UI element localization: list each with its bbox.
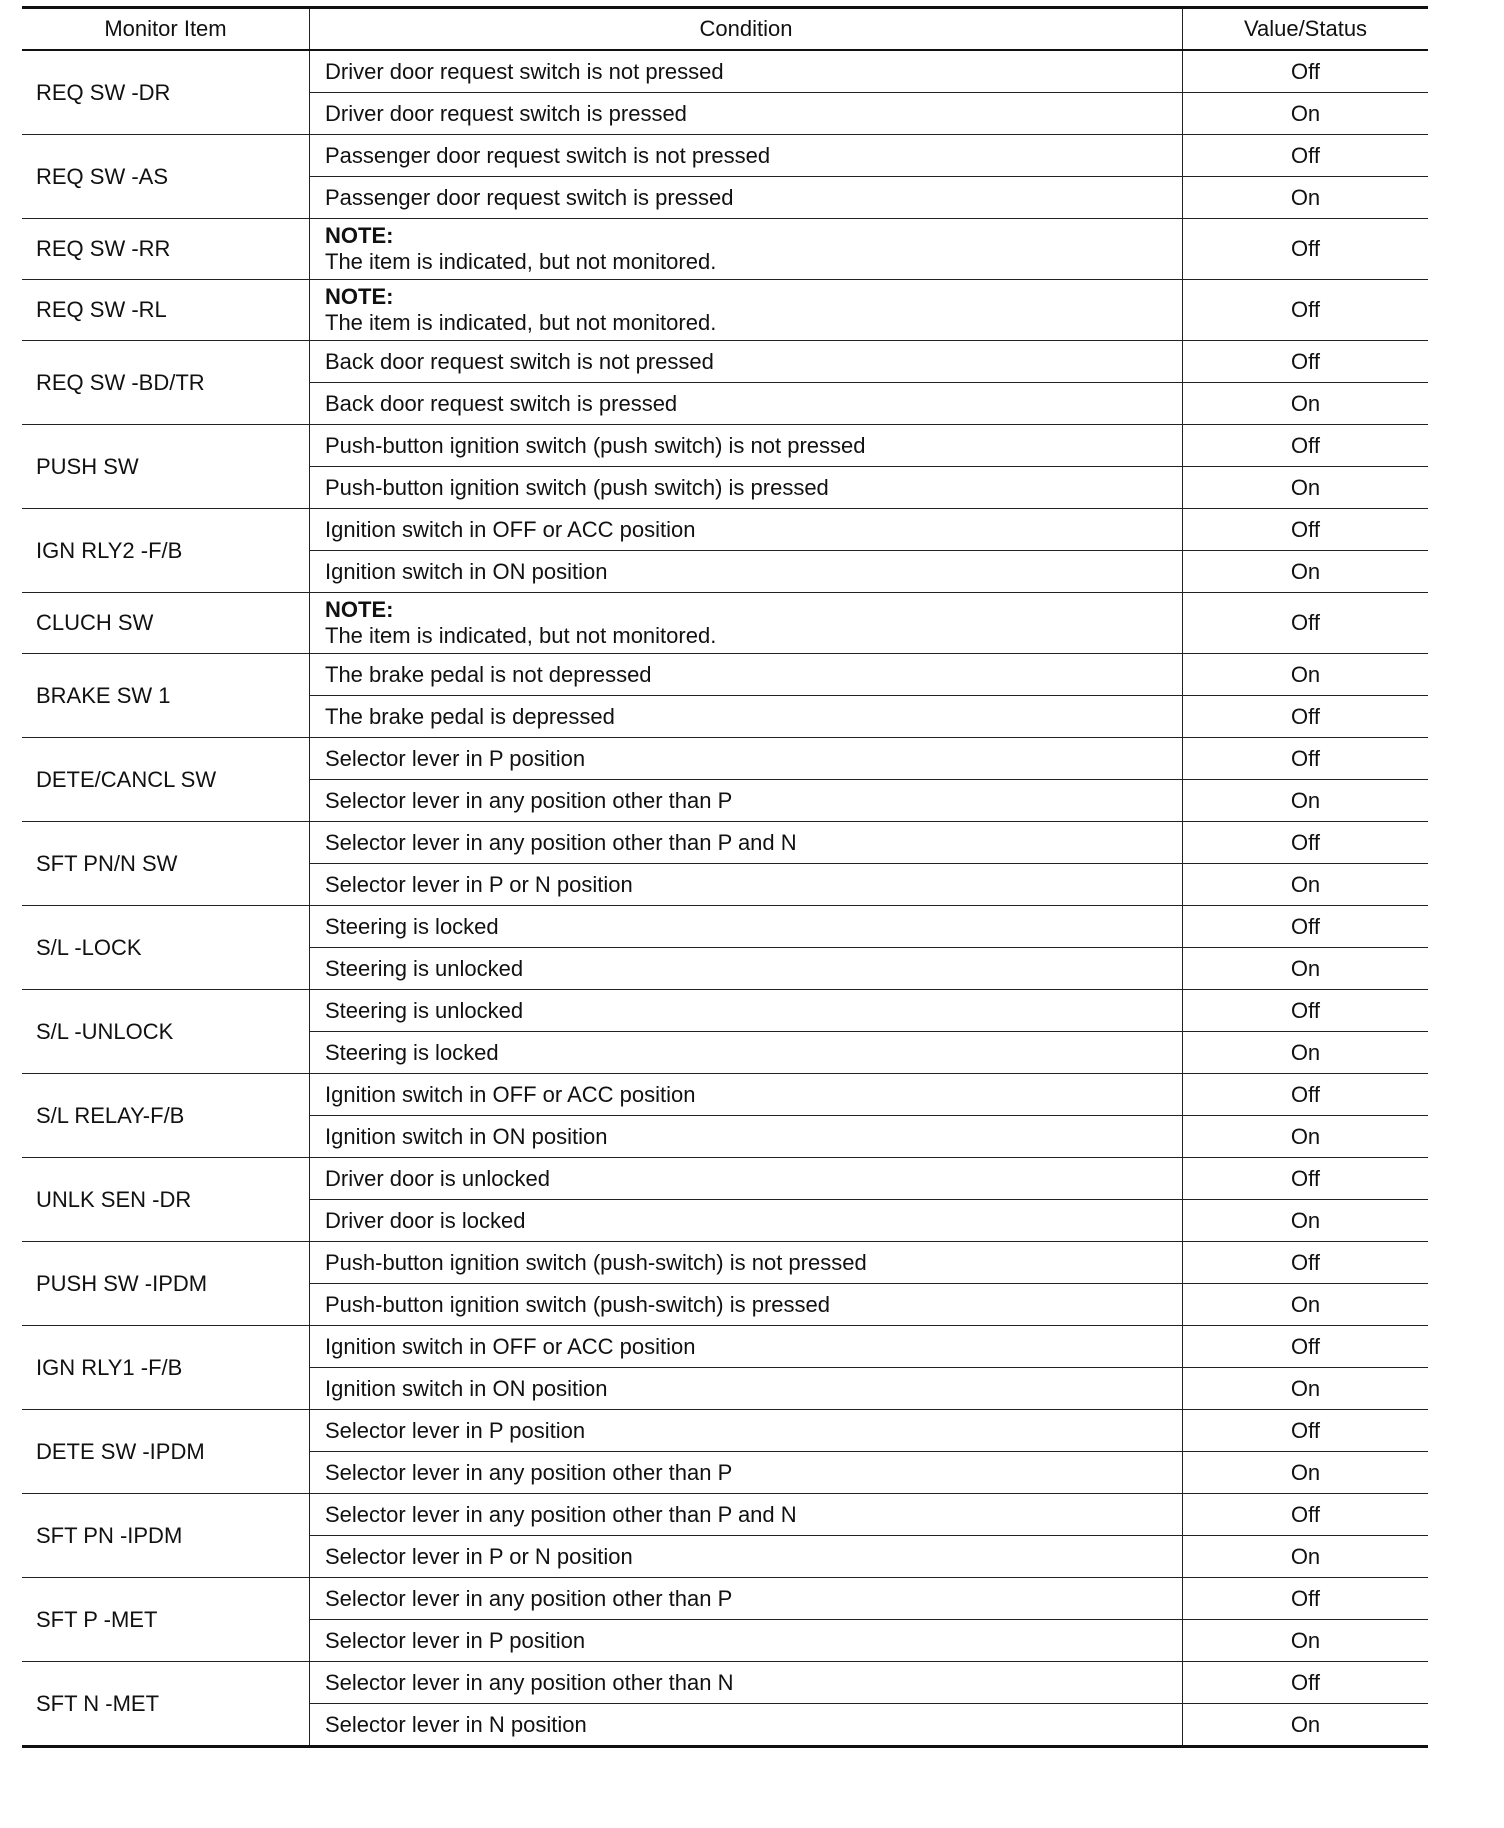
value-status-cell: Off [1183,509,1429,551]
value-status-cell: Off [1183,135,1429,177]
condition-cell [310,280,1183,341]
monitor-item-cell: PUSH SW [22,425,310,509]
monitor-item-cell: CLUCH SW [22,593,310,654]
value-status-cell: Off [1183,1158,1429,1200]
condition-cell: Selector lever in any position other than P [310,780,1183,822]
table-row [22,50,1428,93]
table-row [22,1662,1428,1704]
condition-cell: Back door request switch is not pressed [310,341,1183,383]
value-status-cell: Off [1183,1494,1429,1536]
value-status-cell: Off [1183,219,1429,280]
monitor-item-cell: REQ SW -RR [22,219,310,280]
value-status-cell: On [1183,864,1429,906]
note-label: NOTE: [325,284,394,309]
table-row [22,509,1428,551]
monitor-item-cell: DETE SW -IPDM [22,1410,310,1494]
value-status-cell: On [1183,1032,1429,1074]
value-status-cell: On [1183,383,1429,425]
monitor-item-cell: BRAKE SW 1 [22,654,310,738]
condition-cell: Ignition switch in OFF or ACC position [310,1074,1183,1116]
condition-cell: The brake pedal is not depressed [310,654,1183,696]
value-status-cell: On [1183,1284,1429,1326]
monitor-item-cell: S/L RELAY-F/B [22,1074,310,1158]
condition-cell: Steering is locked [310,906,1183,948]
condition-cell [310,593,1183,654]
value-status-cell: On [1183,177,1429,219]
monitor-item-cell: SFT PN -IPDM [22,1494,310,1578]
value-status-cell: On [1183,1200,1429,1242]
value-status-cell: Off [1183,1662,1429,1704]
monitor-item-cell: S/L -LOCK [22,906,310,990]
value-status-cell: Off [1183,1326,1429,1368]
condition-cell: Selector lever in any position other than P [310,1578,1183,1620]
table-row [22,1578,1428,1620]
condition-cell: Selector lever in P or N position [310,1536,1183,1578]
table-row [22,1074,1428,1116]
condition-cell: Ignition switch in OFF or ACC position [310,1326,1183,1368]
note-text: The item is indicated, but not monitored. [325,310,717,335]
table-row [22,822,1428,864]
condition-cell: Driver door is locked [310,1200,1183,1242]
table-row [22,738,1428,780]
value-status-cell: On [1183,654,1429,696]
value-status-cell: Off [1183,341,1429,383]
condition-cell: Ignition switch in ON position [310,1116,1183,1158]
condition-cell: Push-button ignition switch (push switch) is not pressed [310,425,1183,467]
condition-cell: Selector lever in any position other than P and N [310,1494,1183,1536]
table-row [22,1410,1428,1452]
monitor-item-cell: REQ SW -AS [22,135,310,219]
table-row [22,135,1428,177]
value-status-cell: On [1183,1620,1429,1662]
value-status-cell: On [1183,1452,1429,1494]
header-row [22,8,1428,51]
condition-cell: Push-button ignition switch (push switch) is pressed [310,467,1183,509]
table-row [22,1158,1428,1200]
header-value-status: Value/Status [1183,8,1429,51]
monitor-item-cell: IGN RLY1 -F/B [22,1326,310,1410]
condition-cell: Push-button ignition switch (push-switch) is not pressed [310,1242,1183,1284]
condition-cell: Selector lever in any position other than P [310,1452,1183,1494]
note-label: NOTE: [325,223,394,248]
value-status-cell: Off [1183,990,1429,1032]
value-status-cell: Off [1183,425,1429,467]
value-status-cell: Off [1183,738,1429,780]
note-text: The item is indicated, but not monitored. [325,623,717,648]
monitor-item-cell: PUSH SW -IPDM [22,1242,310,1326]
header-condition: Condition [310,8,1183,51]
table-row [22,280,1428,341]
table-row [22,341,1428,383]
monitor-item-cell: DETE/CANCL SW [22,738,310,822]
value-status-cell: Off [1183,1410,1429,1452]
value-status-cell: Off [1183,280,1429,341]
value-status-cell: Off [1183,822,1429,864]
condition-cell [310,219,1183,280]
condition-cell: Ignition switch in OFF or ACC position [310,509,1183,551]
table-row [22,219,1428,280]
note-text: The item is indicated, but not monitored. [325,249,717,274]
value-status-cell: On [1183,1704,1429,1747]
condition-cell: Driver door is unlocked [310,1158,1183,1200]
monitor-item-cell: SFT N -MET [22,1662,310,1747]
value-status-cell: On [1183,467,1429,509]
monitor-item-cell: IGN RLY2 -F/B [22,509,310,593]
condition-cell: Ignition switch in ON position [310,551,1183,593]
condition-cell: Selector lever in P position [310,1410,1183,1452]
condition-cell: Back door request switch is pressed [310,383,1183,425]
value-status-cell: Off [1183,593,1429,654]
value-status-cell: Off [1183,50,1429,93]
value-status-cell: Off [1183,1074,1429,1116]
table-row [22,906,1428,948]
monitor-item-cell: REQ SW -BD/TR [22,341,310,425]
table-row [22,425,1428,467]
table-body [22,50,1428,1747]
condition-cell: Passenger door request switch is pressed [310,177,1183,219]
table-row [22,1326,1428,1368]
condition-cell: Selector lever in any position other than N [310,1662,1183,1704]
monitor-item-cell: UNLK SEN -DR [22,1158,310,1242]
value-status-cell: On [1183,1536,1429,1578]
table-row [22,990,1428,1032]
value-status-cell: On [1183,1368,1429,1410]
table-row [22,1494,1428,1536]
table-row [22,654,1428,696]
condition-cell: Driver door request switch is not pressed [310,50,1183,93]
condition-cell: Selector lever in P position [310,1620,1183,1662]
value-status-cell: On [1183,948,1429,990]
condition-cell: Steering is locked [310,1032,1183,1074]
monitor-item-cell: REQ SW -DR [22,50,310,135]
monitor-item-cell: S/L -UNLOCK [22,990,310,1074]
condition-cell: Steering is unlocked [310,948,1183,990]
condition-cell: Passenger door request switch is not pressed [310,135,1183,177]
header-monitor-item: Monitor Item [22,8,310,51]
note-label: NOTE: [325,597,394,622]
value-status-cell: Off [1183,1578,1429,1620]
monitor-item-table [22,6,1428,1748]
value-status-cell: Off [1183,906,1429,948]
value-status-cell: On [1183,1116,1429,1158]
monitor-item-cell: SFT PN/N SW [22,822,310,906]
value-status-cell: On [1183,93,1429,135]
condition-cell: Selector lever in N position [310,1704,1183,1747]
condition-cell: Push-button ignition switch (push-switch) is pressed [310,1284,1183,1326]
table-row [22,1242,1428,1284]
value-status-cell: On [1183,780,1429,822]
table-row [22,593,1428,654]
condition-cell: Ignition switch in ON position [310,1368,1183,1410]
monitor-item-cell: SFT P -MET [22,1578,310,1662]
condition-cell: Steering is unlocked [310,990,1183,1032]
condition-cell: Selector lever in P or N position [310,864,1183,906]
condition-cell: Driver door request switch is pressed [310,93,1183,135]
condition-cell: Selector lever in any position other than P and N [310,822,1183,864]
condition-cell: Selector lever in P position [310,738,1183,780]
value-status-cell: Off [1183,1242,1429,1284]
monitor-item-cell: REQ SW -RL [22,280,310,341]
condition-cell: The brake pedal is depressed [310,696,1183,738]
value-status-cell: On [1183,551,1429,593]
value-status-cell: Off [1183,696,1429,738]
